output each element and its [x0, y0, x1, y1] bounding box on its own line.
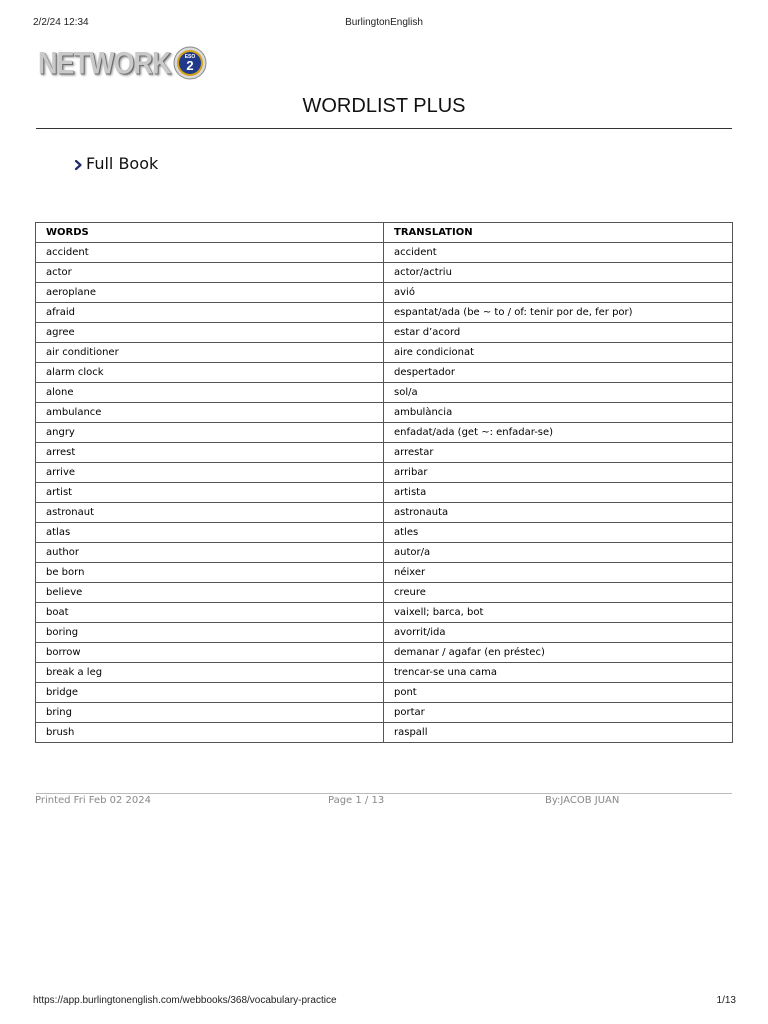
table-row [36, 583, 733, 603]
word-cell: astronaut [36, 503, 384, 523]
wordlist-table [35, 222, 733, 743]
table-row [36, 283, 733, 303]
printed-by: By:JACOB JUAN [545, 795, 620, 806]
translation-cell: artista [384, 483, 733, 503]
word-cell: brush [36, 723, 384, 743]
table-header-row [36, 223, 733, 243]
chevron-right-icon [74, 159, 83, 171]
printed-date: Printed Fri Feb 02 2024 [35, 795, 152, 806]
table-row [36, 563, 733, 583]
word-cell: aeroplane [36, 283, 384, 303]
table-row [36, 343, 733, 363]
translation-cell: creure [384, 583, 733, 603]
title-divider [36, 128, 732, 129]
word-cell: alone [36, 383, 384, 403]
table-row [36, 503, 733, 523]
translation-cell: pont [384, 683, 733, 703]
table-row [36, 663, 733, 683]
translation-cell: arribar [384, 463, 733, 483]
table-row [36, 323, 733, 343]
word-cell: air conditioner [36, 343, 384, 363]
translation-cell: portar [384, 703, 733, 723]
table-row [36, 423, 733, 443]
print-datetime: 2/2/24 12:34 [33, 17, 89, 28]
translation-cell: raspall [384, 723, 733, 743]
table-row [36, 723, 733, 743]
svg-text:2: 2 [186, 58, 195, 73]
word-cell: actor [36, 263, 384, 283]
translation-cell: estar d’acord [384, 323, 733, 343]
full-book-label: Full Book [86, 154, 159, 173]
translation-cell: accident [384, 243, 733, 263]
translation-cell: avió [384, 283, 733, 303]
word-cell: believe [36, 583, 384, 603]
word-cell: arrest [36, 443, 384, 463]
table-row [36, 483, 733, 503]
translation-cell: aire condicionat [384, 343, 733, 363]
table-row [36, 643, 733, 663]
full-book-link[interactable] [74, 154, 158, 173]
table-row [36, 303, 733, 323]
translation-cell: avorrit/ida [384, 623, 733, 643]
word-cell: ambulance [36, 403, 384, 423]
translation-cell: enfadat/ada (get ~: enfadar-se) [384, 423, 733, 443]
word-cell: author [36, 543, 384, 563]
print-site-title: BurlingtonEnglish [345, 17, 423, 28]
word-cell: afraid [36, 303, 384, 323]
word-cell: bring [36, 703, 384, 723]
table-row [36, 263, 733, 283]
table-row [36, 383, 733, 403]
table-row [36, 543, 733, 563]
table-row [36, 243, 733, 263]
print-url: https://app.burlingtonenglish.com/webbooks/368/vocabulary-practice [33, 995, 337, 1006]
translation-cell: vaixell; barca, bot [384, 603, 733, 623]
word-cell: accident [36, 243, 384, 263]
table-row [36, 363, 733, 383]
table-row [36, 683, 733, 703]
translation-cell: astronauta [384, 503, 733, 523]
svg-text:ESO: ESO [185, 54, 196, 60]
table-row [36, 463, 733, 483]
word-cell: alarm clock [36, 363, 384, 383]
word-cell: borrow [36, 643, 384, 663]
word-cell: be born [36, 563, 384, 583]
translation-column-header: TRANSLATION [384, 223, 733, 243]
word-cell: artist [36, 483, 384, 503]
word-cell: atlas [36, 523, 384, 543]
words-column-header: WORDS [36, 223, 384, 243]
translation-cell: actor/actriu [384, 263, 733, 283]
translation-cell: atles [384, 523, 733, 543]
translation-cell: néixer [384, 563, 733, 583]
eso-badge-icon [173, 46, 207, 80]
word-cell: boat [36, 603, 384, 623]
translation-cell: despertador [384, 363, 733, 383]
table-row [36, 603, 733, 623]
translation-cell: sol/a [384, 383, 733, 403]
word-cell: arrive [36, 463, 384, 483]
word-cell: angry [36, 423, 384, 443]
logo-text: NETWORK [38, 45, 171, 80]
translation-cell: trencar-se una cama [384, 663, 733, 683]
table-row [36, 523, 733, 543]
translation-cell: autor/a [384, 543, 733, 563]
print-page-count: 1/13 [716, 995, 736, 1006]
translation-cell: demanar / agafar (en préstec) [384, 643, 733, 663]
table-row [36, 703, 733, 723]
word-cell: agree [36, 323, 384, 343]
table-row [36, 443, 733, 463]
table-row [36, 403, 733, 423]
translation-cell: arrestar [384, 443, 733, 463]
word-cell: boring [36, 623, 384, 643]
translation-cell: espantat/ada (be ~ to / of: tenir por de, fer por) [384, 303, 733, 323]
footer-divider [36, 793, 732, 794]
table-row [36, 623, 733, 643]
page-title: WORDLIST PLUS [302, 95, 466, 117]
word-cell: bridge [36, 683, 384, 703]
word-cell: break a leg [36, 663, 384, 683]
network-logo [38, 44, 207, 82]
page-indicator: Page 1 / 13 [328, 795, 385, 806]
translation-cell: ambulància [384, 403, 733, 423]
